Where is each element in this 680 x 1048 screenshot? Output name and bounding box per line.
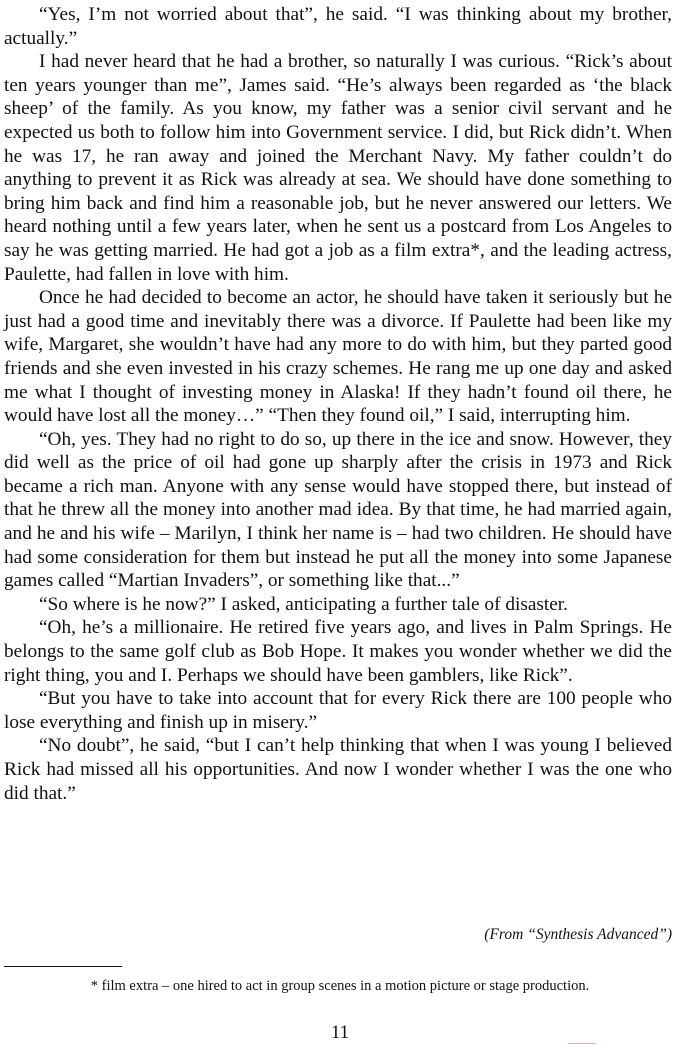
footnote-text: * film extra – one hired to act in group scenes in a motion picture or stage production. [90,978,590,994]
paragraph-1: “Yes, I’m not worried about that”, he said. “I was thinking about my brother, actually.” [4,4,672,49]
paragraph-2: I had never heard that he had a brother, so naturally I was curious. “Rick’s about ten years younger than me”, James said. “He’s always been regarded as ‘the black sheep’ of the family. As you know, my father was a senior civil servant and he expected us both to follow him into Government service. I did, but Rick didn’t. When he was 17, he ran away and joined the Merchant Navy. My father couldn’t do anything to prevent it as Rick was already at sea. We should have done something to bring him back and find him a reasonable job, but he never answered our letters. We heard nothing until a few years later, when he sent us a postcard from Los Angeles to say he was getting married. He had got a job as a film extra*, and the leading actress, Paulette, had fallen in love with him. [4,51,672,285]
paragraph-5: “So where is he now?” I asked, anticipating a further tale of disaster. [39,593,568,615]
paragraph-4: “Oh, yes. They had no right to do so, up there in the ice and snow. However, they did well as the price of oil had gone up sharply after the crisis in 1973 and Rick became a rich man. Anyone with any sense would have stopped there, but instead of that he threw all the money into another mad idea. By that time, he had married again, and he and his wife – Marilyn, I think her name is – had two children. He should have had some consideration for them but instead he put all the money into some Japanese games called “Martian Invaders”, or something like that...” [4,428,672,592]
paragraph-3: Once he had decided to become an actor, he should have taken it seriously but he just had a good time and inevitably there was a divorce. If Paulette had been like my wife, Margaret, she wouldn’t have had any more to do with him, but they parted good friends and she even invested in his crazy schemes. He rang me up one day and asked me what I thought of investing money in Alaska! If they hadn’t found oil there, he would have lost all the money…” “Then they found oil,” I said, interrupting him. [4,287,672,427]
page-number: 11 [330,1022,350,1043]
footnote-divider [4,966,122,967]
pink-mark [568,1043,596,1044]
book-page [4,0,672,805]
story-text [4,0,672,805]
paragraph-6: “Oh, he’s a millionaire. He retired five years ago, and lives in Palm Springs. He belongs to the same golf club as Bob Hope. It makes you wonder whether we did the right thing, you and I. Perhaps we should have been gamblers, like Rick”. [4,617,672,686]
paragraph-7: “But you have to take into account that for every Rick there are 100 people who lose everything and finish up in misery.” [4,688,672,733]
paragraph-8: “No doubt”, he said, “but I can’t help thinking that when I was young I believed Rick had missed all his opportunities. And now I wonder whether I was the one who did that.” [4,735,672,804]
source-citation: (From “Synthesis Advanced”) [484,926,672,943]
